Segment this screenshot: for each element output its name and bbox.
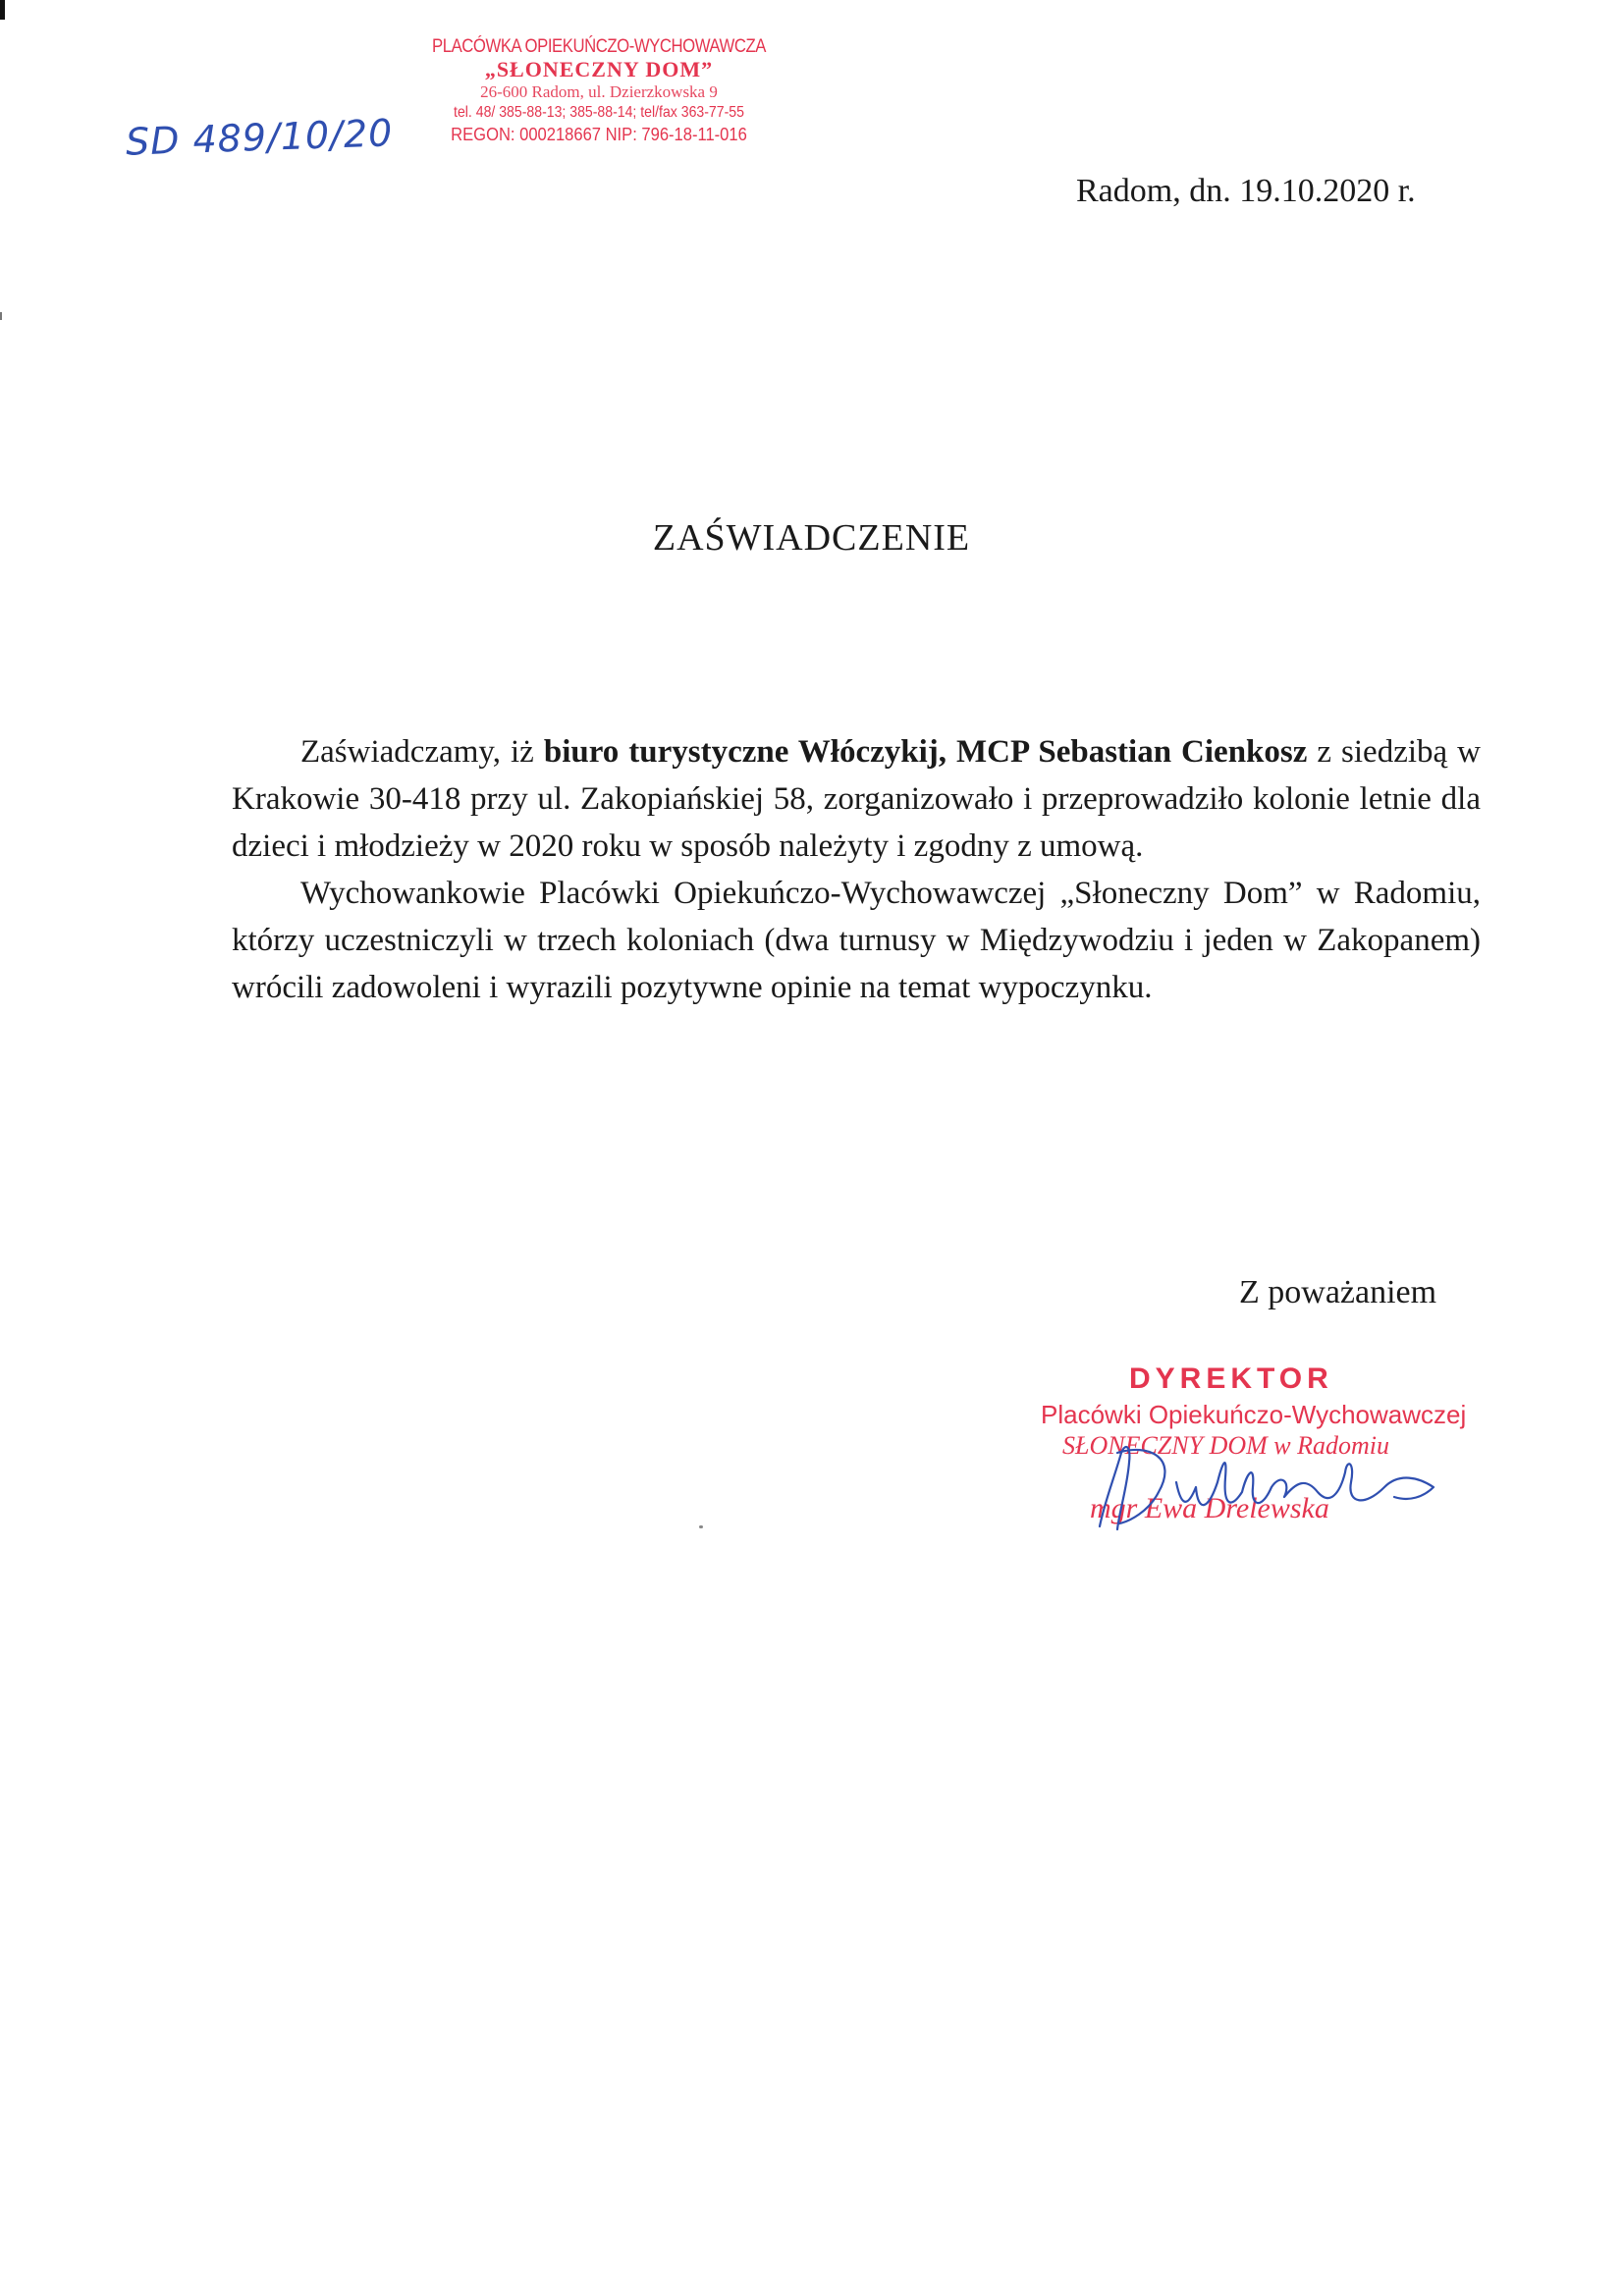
director-stamp-location: SŁONECZNY DOM w Radomiu xyxy=(1062,1431,1389,1460)
institution-header-stamp xyxy=(403,37,795,144)
paragraph-feedback: Wychowankowie Placówki Opiekuńczo-Wychowawczej „Słoneczny Dom” w Radomiu, którzy uczestniczyli w trzech koloniach (dwa turnusy w Międzywodziu i jeden w Zakopanem) wrócili zadowoleni i wyrazili pozytywne opinie na temat wypoczynku. xyxy=(232,876,1481,1005)
stamp-institution-type: PLACÓWKA OPIEKUŃCZO-WYCHOWAWCZA xyxy=(432,36,766,57)
paragraph-certification xyxy=(232,728,1481,870)
scan-edge-mark xyxy=(0,0,5,20)
handwritten-signature xyxy=(1060,1433,1473,1541)
company-name-bold: biuro turystyczne Włóczykij, MCP Sebastian Cienkosz xyxy=(543,734,1308,770)
closing-salutation: Z poważaniem xyxy=(1239,1274,1437,1310)
place-and-date: Radom, dn. 19.10.2020 r. xyxy=(1076,173,1416,209)
scan-edge-tick xyxy=(0,312,2,320)
stamp-address: 26-600 Radom, ul. Dzierzkowska 9 xyxy=(480,82,718,102)
stamp-regon-nip: REGON: 000218667 NIP: 796-18-11-016 xyxy=(451,124,747,144)
director-stamp-name: mgr Ewa Drelewska xyxy=(1090,1492,1329,1524)
handwritten-registration-number: SD 489/10/20 xyxy=(125,111,394,164)
director-stamp-title: DYREKTOR xyxy=(1129,1362,1333,1395)
paragraph-intro: Zaświadczamy, iż xyxy=(300,734,544,770)
document-body xyxy=(232,728,1481,1011)
stamp-institution-name: „SŁONECZNY DOM” xyxy=(484,56,714,81)
director-stamp-institution: Placówki Opiekuńczo-Wychowawczej xyxy=(1041,1400,1467,1429)
scan-speck xyxy=(699,1525,703,1528)
document-title: ZAŚWIADCZENIE xyxy=(652,517,971,559)
stamp-phone: tel. 48/ 385-88-13; 385-88-14; tel/fax 363-77-55 xyxy=(454,103,744,121)
paragraph-rest: z siedzibą w Krakowie 30-418 przy ul. Zakopiańskiej 58, zorganizowało i przeprowadziło kolonie letnie dla dzieci i młodzieży w 2020 roku w sposób należyty i zgodny z umową. xyxy=(232,734,1481,864)
